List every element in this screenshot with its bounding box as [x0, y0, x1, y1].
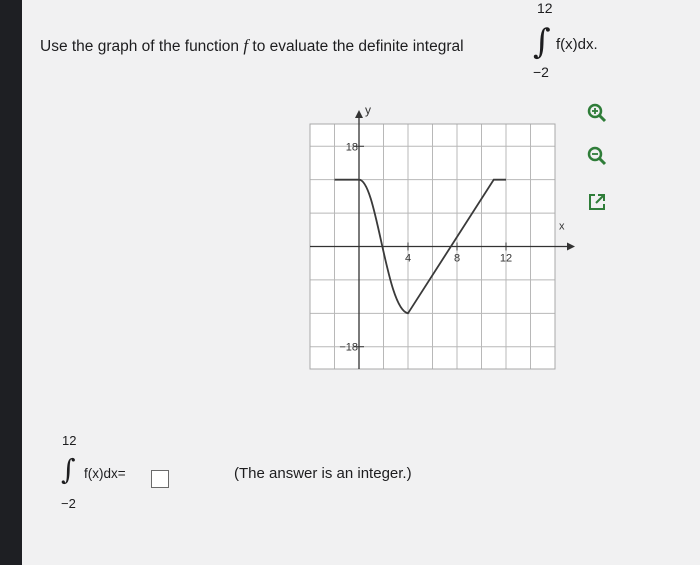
- answer-integral-sign: ∫: [61, 453, 76, 486]
- zoom-out-icon[interactable]: [586, 145, 608, 167]
- question-text: Use the graph of the function: [40, 38, 240, 55]
- y-tick-label-18: 18: [345, 141, 358, 154]
- x-axis-arrow: [567, 243, 575, 251]
- popout-icon[interactable]: [586, 191, 608, 213]
- y-axis-arrow: [355, 110, 363, 118]
- lower-limit: −2: [533, 64, 549, 80]
- upper-limit: 12: [537, 0, 553, 16]
- answer-upper-limit: 12: [62, 433, 77, 448]
- answer-lower-limit: −2: [61, 496, 76, 511]
- x-tick-label-8: 8: [453, 252, 461, 265]
- answer-note: (The answer is an integer.): [234, 465, 412, 482]
- integrand: f(x)dx.: [556, 36, 598, 53]
- x-tick-label-4: 4: [404, 252, 412, 265]
- answer-input[interactable]: [151, 470, 169, 488]
- y-axis-label: y: [365, 103, 371, 117]
- zoom-in-icon[interactable]: [586, 102, 608, 124]
- x-axis-label: x: [559, 220, 565, 233]
- x-tick-label-12: 12: [499, 252, 513, 265]
- question-text-after: to evaluate the definite integral: [252, 38, 464, 55]
- answer-integrand: f(x)dx=: [84, 466, 126, 481]
- answer-integral: [55, 430, 185, 520]
- function-name: f: [243, 36, 249, 55]
- integral-sign: ∫: [533, 22, 551, 62]
- y-tick-label-neg18: −18: [339, 341, 358, 354]
